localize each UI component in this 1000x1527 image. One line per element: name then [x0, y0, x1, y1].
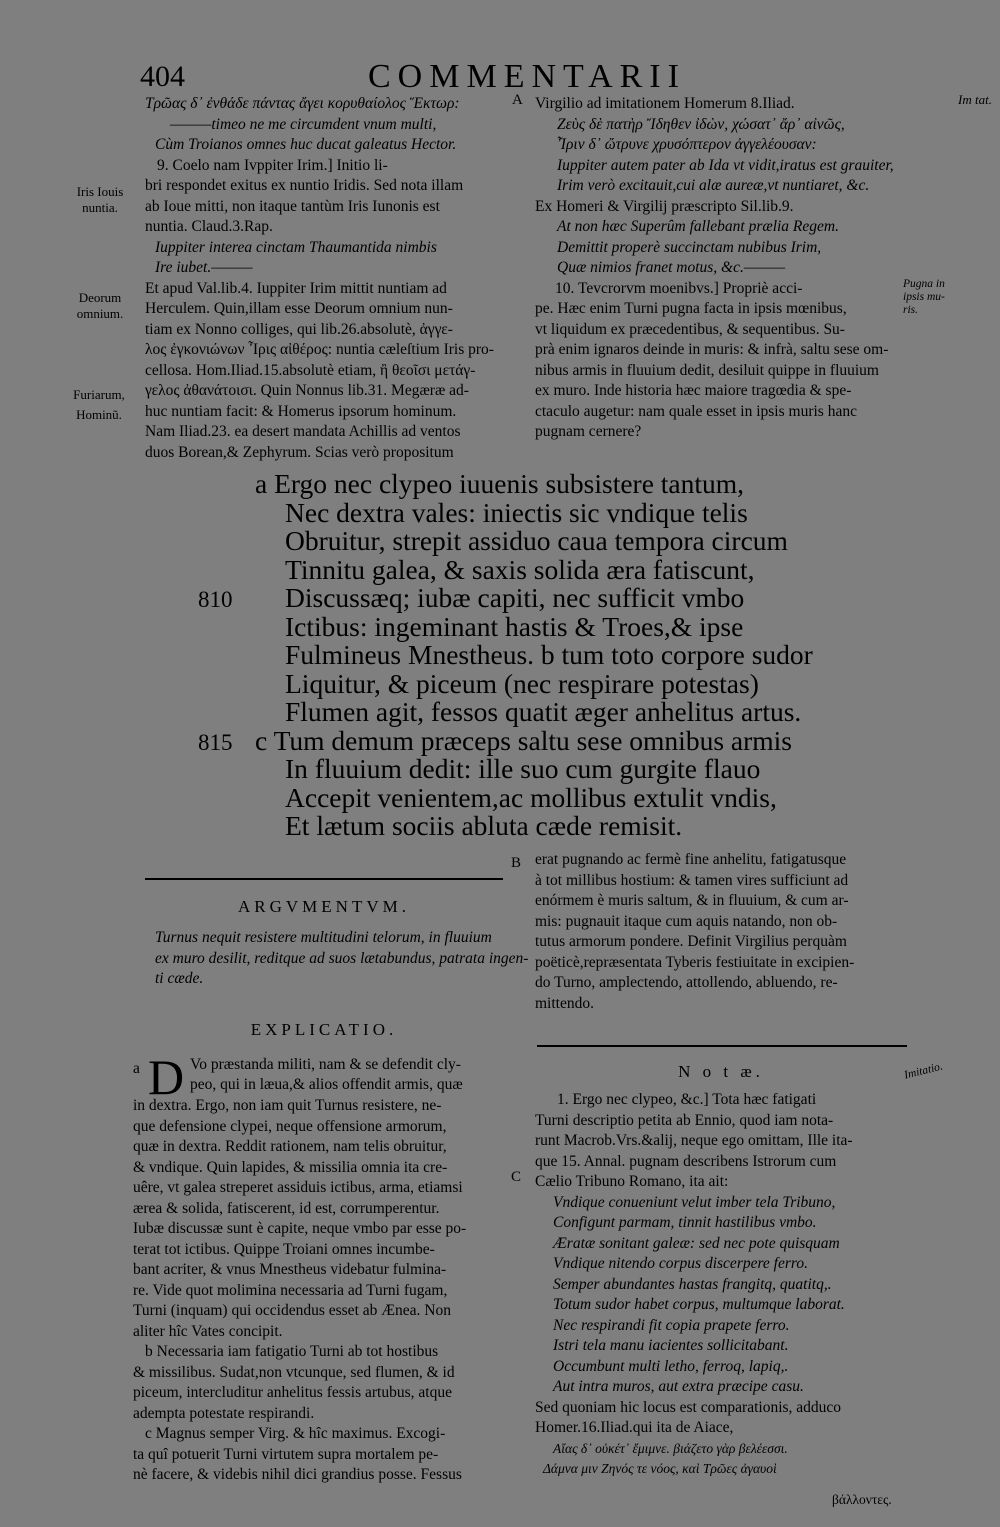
argumentum-title: ARGVMENTVM. — [238, 897, 410, 916]
text-line: adempta potestate respirandi. — [133, 1404, 315, 1422]
section-letter-c: C — [511, 1169, 522, 1185]
page-number: 404 — [140, 60, 185, 93]
margin-note-imitatio-top: Im tat. — [958, 92, 992, 107]
note-10-heading: 10. Tevcrorvm moenibvs.] Propriè acci- — [555, 279, 803, 297]
notae-title: N o t æ. — [678, 1062, 764, 1081]
poem-line: Ictibus: ingeminant hastis & Troes,& ipse — [285, 610, 744, 642]
greek-quote-line: Ζεὺς δὲ πατὴρ Ἴδηθεν ἰδὼν, χώσατ᾽ ἄρ᾽ αἰνῶς, — [557, 115, 845, 133]
verse-line: Vndique nitendo corpus discerpere ferro. — [553, 1255, 808, 1272]
text-line: Ex Homeri & Virgilij præscripto Sil.lib.9. — [535, 197, 794, 215]
quote-line: Demittit properè succinctam nubibus Irim, — [557, 238, 822, 256]
text-line: c Magnus semper Virg. & hîc maximus. Excogi- — [145, 1425, 446, 1442]
text-line: ex muro desilit, reditque ad suos lætabundus, patrata ingen- — [155, 949, 529, 967]
explicatio-title: EXPLICATIO. — [250, 1020, 398, 1039]
text-line: enórmem è muris saltum, & in fluuium, & cum ar- — [535, 892, 849, 909]
text-line: nè facere, & videbis nihil dici grandius posse. Fessus — [133, 1466, 462, 1483]
text-line: vt liquidum ex præcedentibus, & sequentibus. Su- — [535, 320, 845, 338]
text-line: do Turno, amplectendo, attollendo, abluendo, re- — [535, 974, 838, 991]
quote-line: At non hæc Superûm fallebant prælia Regem. — [557, 218, 839, 235]
text-line: Herculem. Quin,illam esse Deorum omnium nun- — [145, 300, 453, 317]
verse-line: Vndique conueniunt velut imber tela Tribuno, — [553, 1193, 836, 1211]
text-line: huc nuntiam facit: & Homerus ipsorum hominum. — [145, 402, 457, 420]
verse-line: Totum sudor habet corpus, multumque laborat. — [553, 1296, 845, 1313]
verse-line: Istri tela manu iacientes sollicitabant. — [553, 1337, 789, 1354]
verse-line: Semper abundantes hastas frangitq, quatitq,. — [553, 1275, 832, 1293]
text-line: bri respondet exitus ex nuntio Iridis. Sed nota illam — [145, 177, 464, 194]
text-line: Homer.16.Iliad.qui ita de Aiace, — [535, 1419, 734, 1436]
text-line: Sed quoniam hic locus est comparationis, adduco — [535, 1398, 842, 1416]
text-line: mis: pugnauit itaque cum aquis natando, non ob- — [535, 912, 838, 930]
text-line: Turni (inquam) qui occidendus esset ab Ænea. Non — [133, 1302, 451, 1319]
text-line: Cælio Tribuno Romano, ita ait: — [535, 1173, 729, 1190]
greek-quote-line: Αἴας δ᾽ οὐκέτ᾽ ἔμιμνε. βιάζετο γὰρ βελέεσσι. — [553, 1440, 788, 1456]
text-line: terat tot ictibus. Quippe Troiani omnes incumbe- — [133, 1240, 435, 1258]
quote-line: Ire iubet.——— — [155, 259, 253, 276]
text-line: & vndique. Quin lapides, & missilia omnia ita cre- — [133, 1158, 448, 1176]
margin-note-line: ris. — [903, 304, 919, 316]
text-line: piceum, intercluditur anhelitus fessis artubus, atque — [133, 1384, 452, 1401]
drop-cap: D — [148, 1049, 185, 1105]
dropcap-paragraph — [133, 1049, 508, 1105]
text-line: duos Borean,& Zephyrum. Scias verò propositum — [145, 443, 454, 461]
margin-note-line: nuntia. — [82, 200, 118, 215]
poem-line: Nec dextra vales: iniectis sic vndique telis — [285, 496, 748, 528]
divider-rule — [145, 878, 503, 880]
margin-note-hominum: Hominũ. — [76, 407, 122, 422]
text-line: mittendo. — [535, 994, 594, 1012]
note-9-heading: 9. Coelo nam Ivppiter Irim.] Initio li- — [157, 156, 388, 174]
text-line: λος ἐγκονιώνων Ἶρις αἰθέρος: nuntia cæleſtium Iris pro- — [145, 341, 494, 358]
quote-line: Iuppiter autem pater ab Ida vt vidit,iratus est grauiter, — [557, 156, 894, 174]
text-line: Iubæ discussæ sunt è capite, neque vmbo par esse po- — [133, 1220, 467, 1237]
margin-note-line: Pugna in — [903, 278, 945, 290]
catchword: βάλλοντες. — [832, 1492, 892, 1507]
text-line: ærea & solida, fatiscerent, id est, corrumperentur. — [133, 1199, 440, 1217]
poem-line: Flumen agit, fessos quatit æger anhelitus artus. — [285, 696, 802, 727]
note-letter-a: a — [133, 1060, 140, 1077]
margin-note-furiarum: Furiarum, — [73, 387, 125, 402]
text-line: prà enim ignaros deinde in muris: & infrà, saltu sese om- — [535, 341, 889, 358]
text-line: que 15. Annal. pugnam describens Istrorum cum — [535, 1152, 837, 1170]
text-line: à tot millibus hostium: & tamen vires sufficiunt ad — [535, 871, 849, 889]
quote-line: Irim verò excitauit,cui alæ aureæ,vt nuntiaret, &c. — [557, 177, 870, 194]
text-line: peo, qui in læua,& alios offendit armis, quæ — [190, 1076, 463, 1093]
poem-line: a Ergo nec clypeo iuuenis subsistere tantum, — [255, 468, 745, 499]
poem-line: Fulmineus Mnestheus. b tum toto corpore sudor — [285, 639, 813, 670]
upper-right-column — [535, 94, 903, 443]
margin-note-line: ipsis mu- — [903, 291, 945, 303]
text-line: ti cæde. — [155, 970, 204, 987]
line-number-810: 810 — [198, 587, 233, 612]
margin-note-line: Iris Iouis — [76, 184, 124, 199]
text-line: Vo præstanda militi, nam & se defendit cly- — [190, 1056, 461, 1073]
verse-line: Nec respirandi fit copia prapete ferro. — [553, 1316, 790, 1334]
text-line: ctaculo augetur: nam quale esset in ipsis muris hanc — [535, 402, 857, 420]
section-letter-b: B — [511, 855, 522, 871]
upper-left-column — [145, 94, 510, 463]
poem-line: Et lætum sociis abluta cæde remisit. — [285, 810, 683, 841]
margin-note-line: omnium. — [76, 306, 124, 321]
section-letter-a: A — [512, 92, 523, 108]
text-line: b Necessaria iam fatigatio Turni ab tot hostibus — [145, 1343, 439, 1360]
text-line: Virgilio ad imitationem Homerum 8.Iliad. — [535, 95, 795, 112]
text-line: Nam Iliad.23. ea desert mandata Achillis ad ventos — [145, 423, 461, 440]
poem-line: Accepit venientem,ac mollibus extulit vndis, — [285, 781, 777, 813]
text-line: tiam ex Nonno colliges, qui lib.26.absolutè, ἀγγε- — [145, 320, 453, 338]
quote-line: ———timeo ne me circumdent vnum multi, — [170, 115, 437, 133]
line-number-815: 815 — [198, 730, 233, 755]
text-line: nibus armis in fluuium dedit, desiluit quippe in fluuium — [535, 361, 879, 379]
margin-note-deorum — [60, 290, 140, 322]
text-line: Et apud Val.lib.4. Iuppiter Irim mittit nuntiam ad — [145, 279, 447, 297]
notae-body — [535, 1090, 905, 1480]
text-line: pe. Hæc enim Turni pugna facta in ipsis mœnibus, — [535, 300, 847, 317]
greek-quote-line: Δάμνα μιν Ζηνός τε νόος, καὶ Τρῶες ἀγαυοὶ — [543, 1461, 777, 1476]
poem-line: Discussæq; iubæ capiti, nec sufficit vmbo — [285, 582, 745, 613]
text-line: uêre, vt galea streperet assiduis ictibus, arma, etiamsi — [133, 1179, 463, 1196]
verse-line: Configunt parmam, tinnit hastilibus vmbo. — [553, 1214, 817, 1231]
text-line: ex muro. Inde historia hæc maiore tragœdia & spe- — [535, 382, 852, 399]
margin-note-imitatio: Imitatio. — [903, 1060, 945, 1082]
lower-right-paragraph — [535, 850, 905, 1014]
greek-quote-line: Τρῶας δ᾽ ἐνθάδε πάντας ἄγει κορυθαίολος Ἕκτωρ: — [145, 95, 460, 112]
margin-note-iris — [60, 184, 140, 216]
greek-quote-line: Ἶριν δ᾽ ὤτρυνε χρυσόπτερον ἀγγελέουσαν: — [557, 136, 817, 153]
quote-line: Iuppiter interea cinctam Thaumantida nimbis — [155, 238, 437, 256]
margin-note-line: Deorum — [78, 290, 122, 305]
poem-line: Tinnitu galea, & saxis solida æra fatiscunt, — [285, 553, 755, 585]
poem-line: In fluuium dedit: ille suo cum gurgite flauo — [285, 753, 761, 784]
quote-line: Cùm Troianos omnes huc ducat galeatus Hector. — [155, 136, 457, 153]
text-line: in dextra. Ergo, non iam quit Turnus resistere, ne- — [133, 1097, 442, 1114]
verse-line: Occumbunt multi letho, ferroq, lapiq,. — [553, 1357, 789, 1375]
running-head: COMMENTARII — [368, 58, 686, 95]
text-line: Turni descriptio petita ab Ennio, quod iam nota- — [535, 1111, 834, 1129]
text-line: poëticè,repræsentata Tyberis festiuitate in excipien- — [535, 953, 855, 971]
text-line: γελος ἀθανάτοισι. Quin Nonnus lib.31. Megæræ ad- — [145, 382, 469, 399]
text-line: pugnam cernere? — [535, 423, 642, 440]
text-line: ab Ioue mitti, non itaque tantùm Iris Iunonis est — [145, 197, 440, 215]
text-line: cellosa. Hom.Iliad.15.absolutè etiam, ἢ θεοῖσι μετάγ- — [145, 361, 476, 379]
text-line: erat pugnando ac fermè fine anhelitu, fatigatusque — [535, 851, 847, 868]
verse-line: Aut intra muros, aut extra præcipe casu. — [553, 1378, 804, 1395]
text-line: Turnus nequit resistere multitudini telorum, in fluuium — [155, 929, 492, 946]
divider-rule — [537, 1045, 907, 1047]
text-line: re. Vide quot molimina necessaria ad Turni fugam, — [133, 1281, 448, 1299]
text-line: quæ in dextra. Reddit rationem, nam telis obruitur, — [133, 1138, 447, 1155]
text-line: nuntia. Claud.3.Rap. — [145, 218, 273, 235]
text-line: ta quî potuerit Turni virtutem supra mortalem pe- — [133, 1445, 439, 1463]
text-line: tutus armorum pondere. Definit Virgilius perquàm — [535, 933, 847, 950]
text-line: & missilibus. Sudat,non vtcunque, sed flumen, & id — [133, 1363, 455, 1381]
explicatio-body — [133, 1049, 508, 1486]
argumentum-body — [155, 928, 529, 990]
text-line: que defensione clypei, neque offensione armorum, — [133, 1117, 447, 1135]
poem-line: c Tum demum præceps saltu sese omnibus armis — [255, 724, 792, 756]
text-line: aliter hîc Vates concipit. — [133, 1322, 283, 1340]
margin-note-pugna — [903, 278, 947, 317]
poem-line: Obruitur, strepit assiduo caua tempora circum — [285, 525, 788, 556]
text-line: bant acriter, & vnus Mnestheus videbatur fulmina- — [133, 1261, 447, 1278]
poem-line: Liquitur, & piceum (nec respirare potestas) — [285, 667, 759, 699]
text-line: runt Macrob.Vrs.&alij, neque ego omittam, Ille ita- — [535, 1132, 853, 1149]
poem-block — [225, 470, 813, 841]
note-1-heading: 1. Ergo nec clypeo, &c.] Tota hæc fatigati — [557, 1091, 817, 1108]
verse-line: Æratæ sonitant galeæ: sed nec pote quisquam — [553, 1234, 840, 1252]
quote-line: Quæ nimios franet motus, &c.——— — [557, 259, 786, 276]
